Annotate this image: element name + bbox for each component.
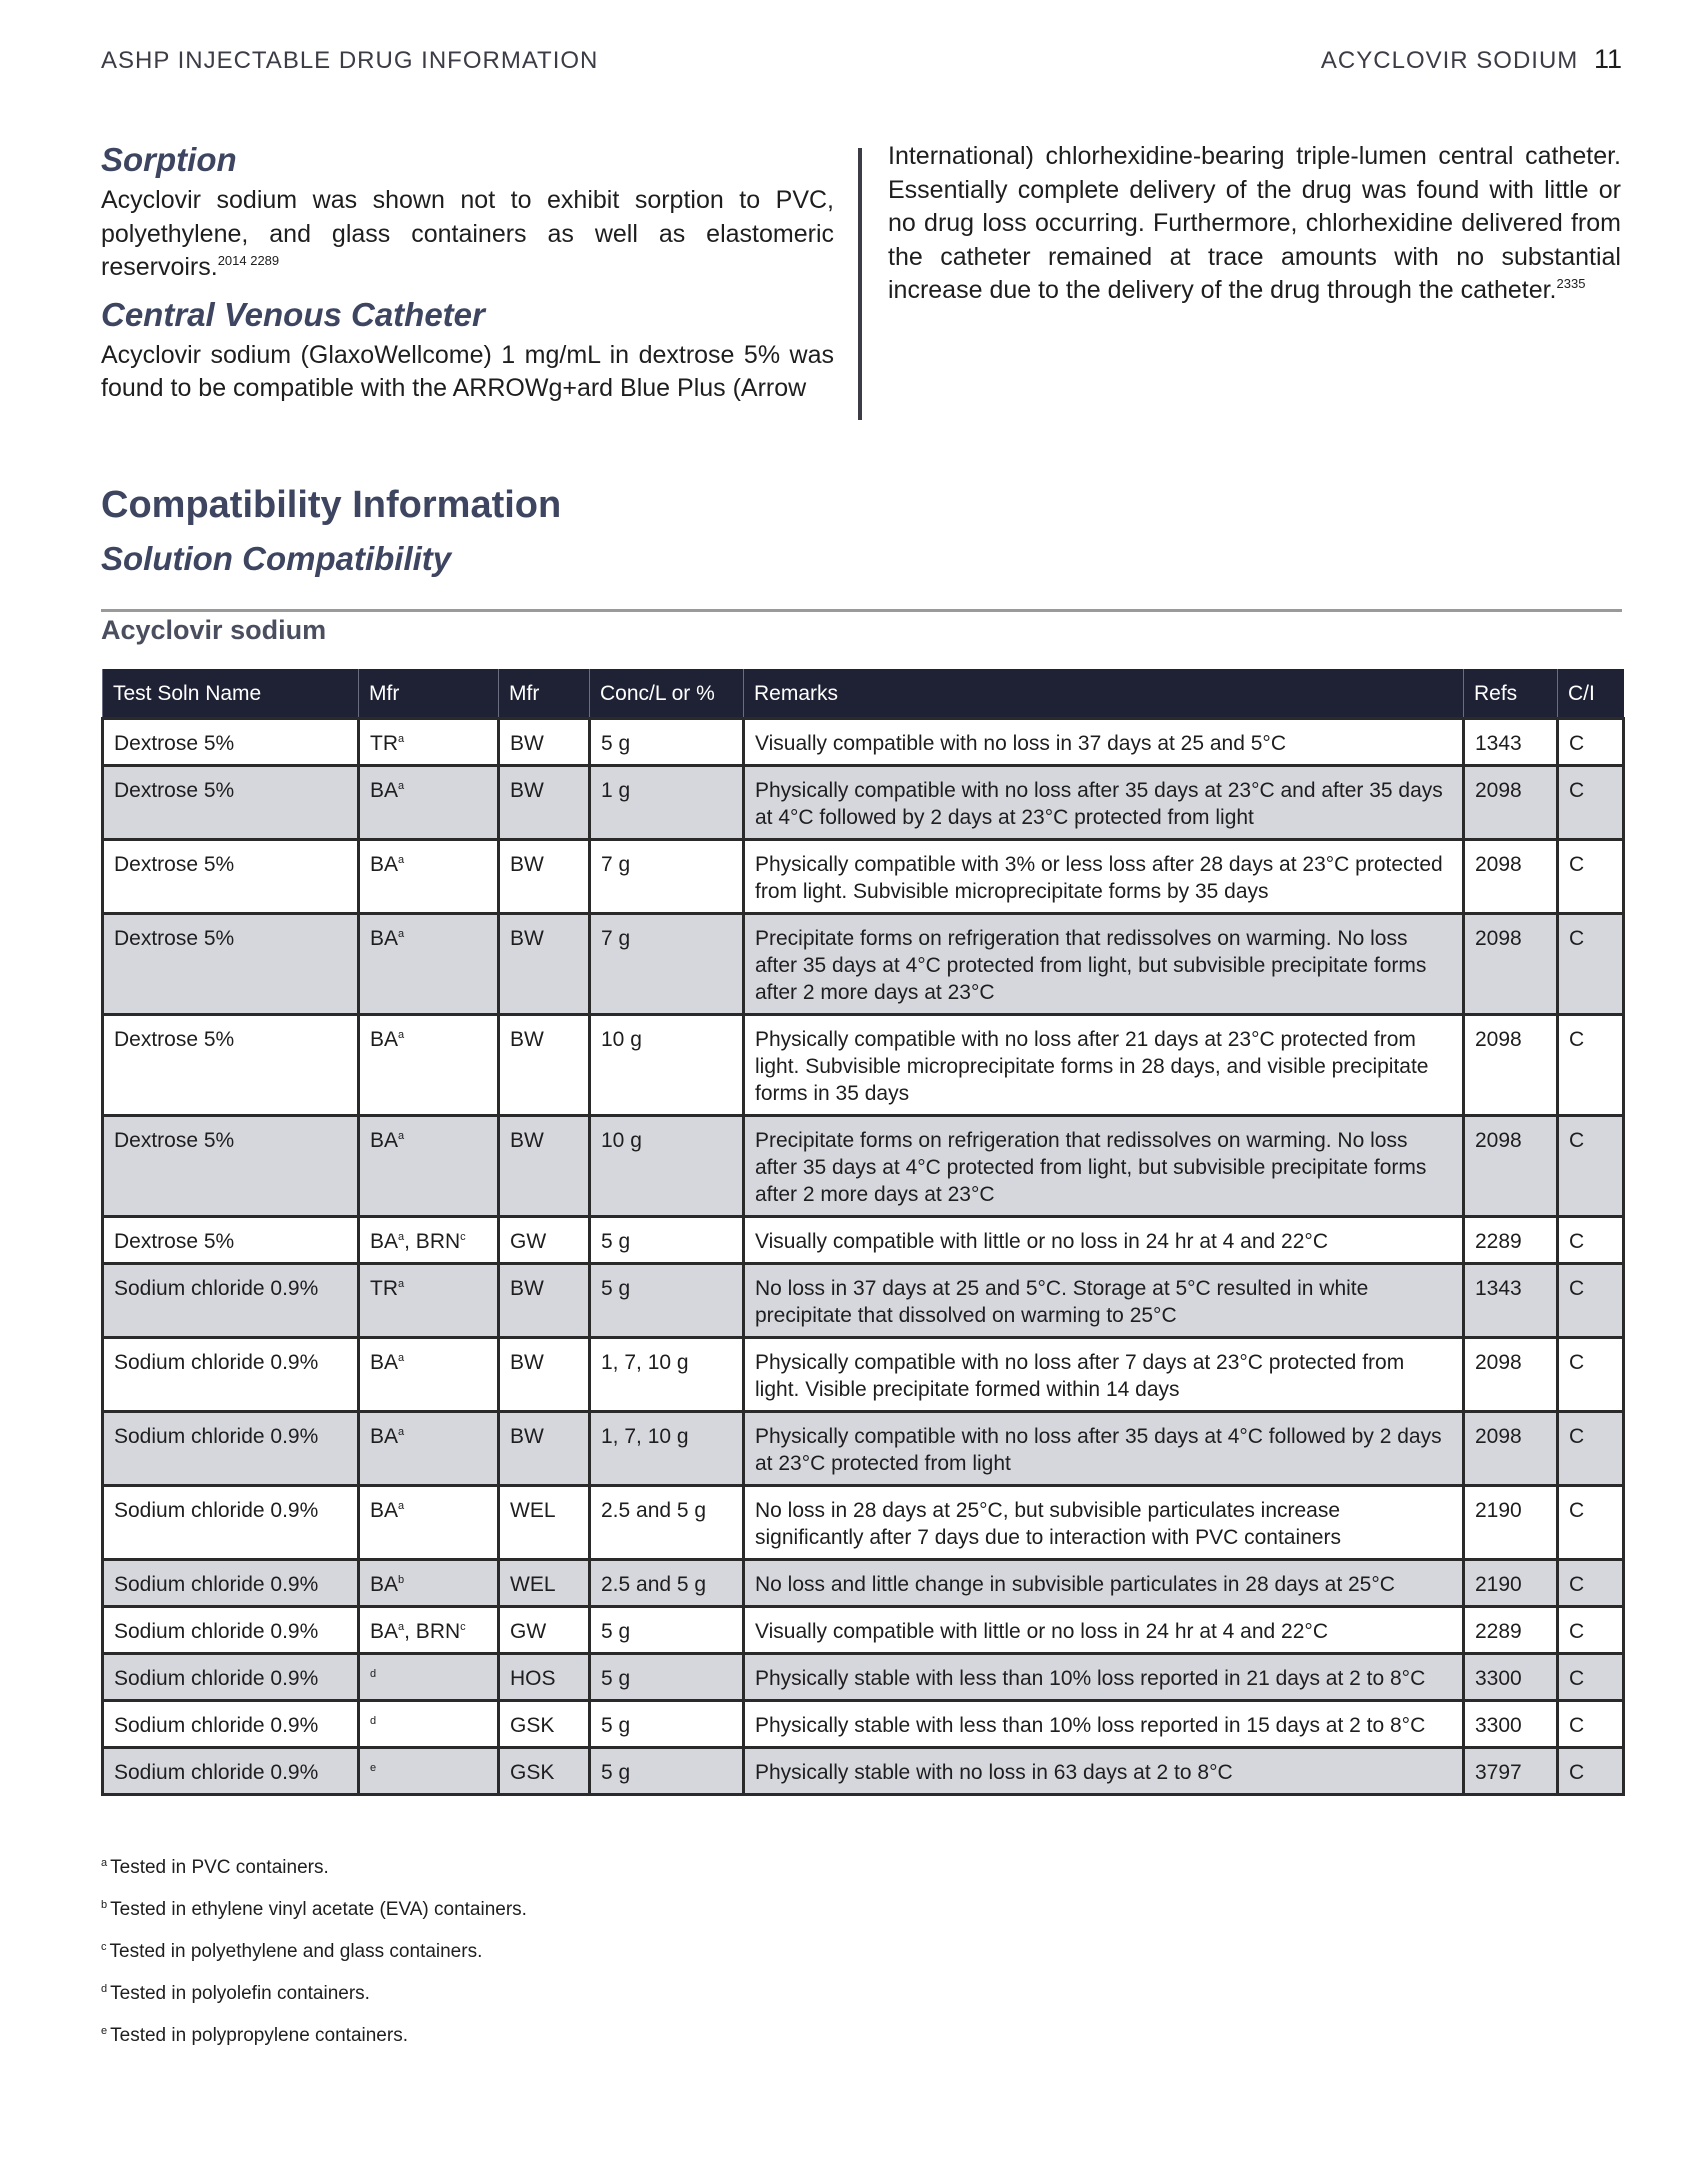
table-row <box>103 1015 1624 1116</box>
cvc-paragraph-continued <box>888 140 1621 308</box>
ci-cell: C <box>1558 1654 1624 1701</box>
manufacturer-cell <box>359 1264 499 1338</box>
ci-cell: C <box>1558 719 1624 766</box>
column-header: Refs <box>1464 669 1558 719</box>
manufacturer-cell <box>359 1217 499 1264</box>
concentration-cell: 10 g <box>590 1116 744 1217</box>
remarks-cell: Physically stable with less than 10% loss reported in 15 days at 2 to 8°C <box>744 1701 1464 1748</box>
footnote-mark: a <box>398 1278 405 1290</box>
ci-cell: C <box>1558 1412 1624 1486</box>
footnote-mark: e <box>101 2025 108 2037</box>
manufacturer-name: BA <box>370 853 399 876</box>
drug-manufacturer-cell: WEL <box>499 1486 590 1560</box>
manufacturer-name: BA <box>370 1028 399 1051</box>
ci-cell: C <box>1558 840 1624 914</box>
compatibility-heading: Compatibility Information <box>101 484 562 526</box>
manufacturer-name: BA <box>370 1573 399 1596</box>
footnote-mark: a <box>398 1029 405 1041</box>
footnote-mark: b <box>101 1899 108 1911</box>
table-row <box>103 1701 1624 1748</box>
cvc-ref: 2335 <box>1556 276 1586 291</box>
drug-manufacturer-cell: BW <box>499 1338 590 1412</box>
refs-cell: 1343 <box>1464 719 1558 766</box>
footnote-mark: c <box>460 1621 466 1633</box>
solution-name-cell: Sodium chloride 0.9% <box>103 1486 359 1560</box>
remarks-cell: Physically stable with no loss in 63 days at 2 to 8°C <box>744 1748 1464 1795</box>
solution-name-cell: Dextrose 5% <box>103 914 359 1015</box>
table-row <box>103 1264 1624 1338</box>
table-row <box>103 1560 1624 1607</box>
footnote-mark: a <box>398 1426 405 1438</box>
table-row <box>103 766 1624 840</box>
ci-cell: C <box>1558 1486 1624 1560</box>
footnote-mark: a <box>398 1500 405 1512</box>
column-header: C/I <box>1558 669 1624 719</box>
footnote <box>101 1940 527 1982</box>
drug-title: ACYCLOVIR SODIUM <box>1320 47 1579 74</box>
manufacturer-cell <box>359 1412 499 1486</box>
ci-cell: C <box>1558 1217 1624 1264</box>
remarks-cell: Precipitate forms on refrigeration that redissolves on warming. No loss after 35 days at 4°C protected from light, but subvisible precipitate forms after 2 more days at 23°C <box>744 1116 1464 1217</box>
table-row <box>103 1116 1624 1217</box>
left-column <box>101 140 834 416</box>
concentration-cell: 2.5 and 5 g <box>590 1486 744 1560</box>
footnote-text: Tested in polyethylene and glass containers. <box>109 1941 483 1962</box>
concentration-cell: 1, 7, 10 g <box>590 1338 744 1412</box>
remarks-cell: Physically compatible with no loss after 21 days at 23°C protected from light. Subvisible microprecipitate forms in 28 days, and visible precipitate forms in 35 days <box>744 1015 1464 1116</box>
footnote-mark: e <box>370 1762 377 1774</box>
manufacturer-cell <box>359 840 499 914</box>
table-row <box>103 719 1624 766</box>
drug-manufacturer-cell: GW <box>499 1217 590 1264</box>
running-head <box>101 44 1622 75</box>
column-divider <box>858 148 862 420</box>
concentration-cell: 5 g <box>590 1607 744 1654</box>
footnote-mark: d <box>370 1668 377 1680</box>
concentration-cell: 7 g <box>590 840 744 914</box>
solution-name-cell: Dextrose 5% <box>103 766 359 840</box>
table-row <box>103 1748 1624 1795</box>
footnote-mark: b <box>398 1574 405 1586</box>
refs-cell: 2190 <box>1464 1486 1558 1560</box>
ci-cell: C <box>1558 1701 1624 1748</box>
concentration-cell: 5 g <box>590 1701 744 1748</box>
ci-cell: C <box>1558 766 1624 840</box>
remarks-cell: Physically compatible with no loss after 7 days at 23°C protected from light. Visible precipitate formed within 14 days <box>744 1338 1464 1412</box>
footnote <box>101 2024 527 2066</box>
manufacturer-cell <box>359 1654 499 1701</box>
drug-manufacturer-cell: BW <box>499 1015 590 1116</box>
remarks-cell: Physically compatible with 3% or less loss after 28 days at 23°C protected from light. Subvisible microprecipitate forms by 35 days <box>744 840 1464 914</box>
table-header-row <box>103 669 1624 719</box>
refs-cell: 2098 <box>1464 766 1558 840</box>
drug-manufacturer-cell: BW <box>499 1116 590 1217</box>
right-column <box>888 140 1621 318</box>
manufacturer-name-2: , BRN <box>404 1230 461 1253</box>
cvc-heading: Central Venous Catheter <box>101 295 485 333</box>
remarks-cell: Visually compatible with little or no loss in 24 hr at 4 and 22°C <box>744 1217 1464 1264</box>
column-header: Mfr <box>499 669 590 719</box>
manufacturer-cell <box>359 719 499 766</box>
manufacturer-name-2: , BRN <box>404 1620 461 1643</box>
publication-title: ASHP INJECTABLE DRUG INFORMATION <box>101 47 599 74</box>
solution-name-cell: Dextrose 5% <box>103 719 359 766</box>
remarks-cell: No loss in 37 days at 25 and 5°C. Storage at 5°C resulted in white precipitate that dissolved on warming to 25°C <box>744 1264 1464 1338</box>
footnote-mark: c <box>101 1941 107 1953</box>
section-divider <box>101 609 1622 612</box>
footnote-mark: a <box>398 1621 405 1633</box>
manufacturer-name: TR <box>370 1277 398 1300</box>
sorption-paragraph <box>101 184 834 285</box>
drug-manufacturer-cell: BW <box>499 914 590 1015</box>
concentration-cell: 5 g <box>590 1654 744 1701</box>
monograph-text <box>101 140 1622 422</box>
running-head-right <box>1313 44 1622 75</box>
footnote-mark: a <box>398 1352 405 1364</box>
solution-name-cell: Sodium chloride 0.9% <box>103 1560 359 1607</box>
solution-name-cell: Sodium chloride 0.9% <box>103 1412 359 1486</box>
footnote-mark: a <box>398 928 405 940</box>
solution-name-cell: Dextrose 5% <box>103 1116 359 1217</box>
refs-cell: 3797 <box>1464 1748 1558 1795</box>
sorption-heading: Sorption <box>101 141 237 178</box>
footnote-mark: a <box>398 733 405 745</box>
table-row <box>103 1338 1624 1412</box>
column-header: Test Soln Name <box>103 669 359 719</box>
remarks-cell: Physically compatible with no loss after 35 days at 4°C followed by 2 days at 23°C protected from light <box>744 1412 1464 1486</box>
footnote-mark: a <box>398 854 405 866</box>
table-row <box>103 1217 1624 1264</box>
concentration-cell: 1, 7, 10 g <box>590 1412 744 1486</box>
footnote-text: Tested in ethylene vinyl acetate (EVA) containers. <box>110 1899 527 1920</box>
manufacturer-cell <box>359 1486 499 1560</box>
remarks-cell: Physically stable with less than 10% loss reported in 21 days at 2 to 8°C <box>744 1654 1464 1701</box>
manufacturer-cell <box>359 1607 499 1654</box>
drug-manufacturer-cell: BW <box>499 766 590 840</box>
solution-name-cell: Sodium chloride 0.9% <box>103 1701 359 1748</box>
manufacturer-name: BA <box>370 1620 399 1643</box>
concentration-cell: 7 g <box>590 914 744 1015</box>
drug-manufacturer-cell: HOS <box>499 1654 590 1701</box>
footnote-mark: a <box>101 1857 108 1869</box>
concentration-cell: 10 g <box>590 1015 744 1116</box>
manufacturer-name: BA <box>370 1425 399 1448</box>
footnote-mark: d <box>101 1983 108 1995</box>
refs-cell: 2098 <box>1464 1412 1558 1486</box>
concentration-cell: 5 g <box>590 1217 744 1264</box>
table-footnotes <box>101 1856 527 2066</box>
concentration-cell: 5 g <box>590 1264 744 1338</box>
column-header: Remarks <box>744 669 1464 719</box>
table-drug-name: Acyclovir sodium <box>101 615 327 645</box>
sorption-text: Acyclovir sodium was shown not to exhibit sorption to PVC, polyethylene, and glass containers as well as elastomeric reservoirs. <box>101 186 834 281</box>
table-body <box>103 719 1624 1795</box>
concentration-cell: 5 g <box>590 719 744 766</box>
refs-cell: 2098 <box>1464 1338 1558 1412</box>
drug-manufacturer-cell: GSK <box>499 1748 590 1795</box>
remarks-cell: No loss and little change in subvisible particulates in 28 days at 25°C <box>744 1560 1464 1607</box>
footnote <box>101 1898 527 1940</box>
solution-compatibility-table <box>101 669 1625 1796</box>
refs-cell: 2098 <box>1464 914 1558 1015</box>
footnote-mark: d <box>370 1715 377 1727</box>
sorption-refs: 2014 2289 <box>217 253 280 268</box>
manufacturer-name: TR <box>370 732 398 755</box>
cvc-text-continued: International) chlorhexidine-bearing triple-lumen central catheter. Essentially complete delivery of the drug was found with little or no drug loss occurring. Furthermore, chlorhexidine delivered from the catheter remained at trace amounts with no substantial increase due to the delivery of the drug through the catheter. <box>888 142 1621 304</box>
footnote-mark: a <box>398 780 405 792</box>
footnote-mark: c <box>460 1231 466 1243</box>
footnote-mark: a <box>398 1130 405 1142</box>
manufacturer-name: BA <box>370 927 399 950</box>
manufacturer-cell <box>359 1015 499 1116</box>
ci-cell: C <box>1558 1015 1624 1116</box>
solution-name-cell: Sodium chloride 0.9% <box>103 1654 359 1701</box>
manufacturer-cell <box>359 1701 499 1748</box>
footnote-mark: a <box>398 1231 405 1243</box>
ci-cell: C <box>1558 1264 1624 1338</box>
remarks-cell: Precipitate forms on refrigeration that redissolves on warming. No loss after 35 days at 4°C protected from light, but subvisible precipitate forms after 2 more days at 23°C <box>744 914 1464 1015</box>
manufacturer-cell <box>359 1560 499 1607</box>
manufacturer-cell <box>359 1338 499 1412</box>
solution-name-cell: Sodium chloride 0.9% <box>103 1748 359 1795</box>
remarks-cell: Physically compatible with no loss after 35 days at 23°C and after 35 days at 4°C followed by 2 days at 23°C protected from light <box>744 766 1464 840</box>
table-row <box>103 1486 1624 1560</box>
ci-cell: C <box>1558 1116 1624 1217</box>
ci-cell: C <box>1558 1338 1624 1412</box>
column-header: Mfr <box>359 669 499 719</box>
drug-manufacturer-cell: BW <box>499 1412 590 1486</box>
refs-cell: 2098 <box>1464 1015 1558 1116</box>
concentration-cell: 2.5 and 5 g <box>590 1560 744 1607</box>
footnote-text: Tested in polyolefin containers. <box>110 1983 370 2004</box>
ci-cell: C <box>1558 1560 1624 1607</box>
table-row <box>103 1412 1624 1486</box>
manufacturer-cell <box>359 914 499 1015</box>
drug-manufacturer-cell: GSK <box>499 1701 590 1748</box>
manufacturer-name: BA <box>370 1351 399 1374</box>
column-header: Conc/L or % <box>590 669 744 719</box>
table-row <box>103 1654 1624 1701</box>
solution-compatibility-heading: Solution Compatibility <box>101 540 452 577</box>
manufacturer-name: BA <box>370 1499 399 1522</box>
drug-manufacturer-cell: GW <box>499 1607 590 1654</box>
concentration-cell: 5 g <box>590 1748 744 1795</box>
refs-cell: 2098 <box>1464 1116 1558 1217</box>
solution-name-cell: Sodium chloride 0.9% <box>103 1264 359 1338</box>
ci-cell: C <box>1558 1607 1624 1654</box>
refs-cell: 1343 <box>1464 1264 1558 1338</box>
drug-manufacturer-cell: BW <box>499 1264 590 1338</box>
table-row <box>103 914 1624 1015</box>
cvc-paragraph-start: Acyclovir sodium (GlaxoWellcome) 1 mg/mL in dextrose 5% was found to be compatible with the ARROWg+ard Blue Plus (Arrow <box>101 340 834 402</box>
manufacturer-cell <box>359 766 499 840</box>
solution-name-cell: Dextrose 5% <box>103 1015 359 1116</box>
ci-cell: C <box>1558 914 1624 1015</box>
footnote <box>101 1982 527 2024</box>
ci-cell: C <box>1558 1748 1624 1795</box>
table-row <box>103 840 1624 914</box>
footnote-text: Tested in PVC containers. <box>110 1857 329 1878</box>
remarks-cell: No loss in 28 days at 25°C, but subvisible particulates increase significantly after 7 days due to interaction with PVC containers <box>744 1486 1464 1560</box>
drug-manufacturer-cell: WEL <box>499 1560 590 1607</box>
manufacturer-cell <box>359 1748 499 1795</box>
refs-cell: 2289 <box>1464 1217 1558 1264</box>
drug-manufacturer-cell: BW <box>499 719 590 766</box>
table-row <box>103 1607 1624 1654</box>
refs-cell: 3300 <box>1464 1654 1558 1701</box>
manufacturer-name: BA <box>370 779 399 802</box>
refs-cell: 2190 <box>1464 1560 1558 1607</box>
manufacturer-name: BA <box>370 1230 399 1253</box>
solution-name-cell: Sodium chloride 0.9% <box>103 1607 359 1654</box>
page-number: 11 <box>1593 44 1622 74</box>
manufacturer-cell <box>359 1116 499 1217</box>
solution-name-cell: Dextrose 5% <box>103 840 359 914</box>
solution-name-cell: Sodium chloride 0.9% <box>103 1338 359 1412</box>
remarks-cell: Visually compatible with no loss in 37 days at 25 and 5°C <box>744 719 1464 766</box>
footnote <box>101 1856 527 1898</box>
remarks-cell: Visually compatible with little or no loss in 24 hr at 4 and 22°C <box>744 1607 1464 1654</box>
drug-manufacturer-cell: BW <box>499 840 590 914</box>
concentration-cell: 1 g <box>590 766 744 840</box>
refs-cell: 2098 <box>1464 840 1558 914</box>
refs-cell: 3300 <box>1464 1701 1558 1748</box>
solution-name-cell: Dextrose 5% <box>103 1217 359 1264</box>
footnote-text: Tested in polypropylene containers. <box>110 2025 408 2046</box>
manufacturer-name: BA <box>370 1129 399 1152</box>
refs-cell: 2289 <box>1464 1607 1558 1654</box>
